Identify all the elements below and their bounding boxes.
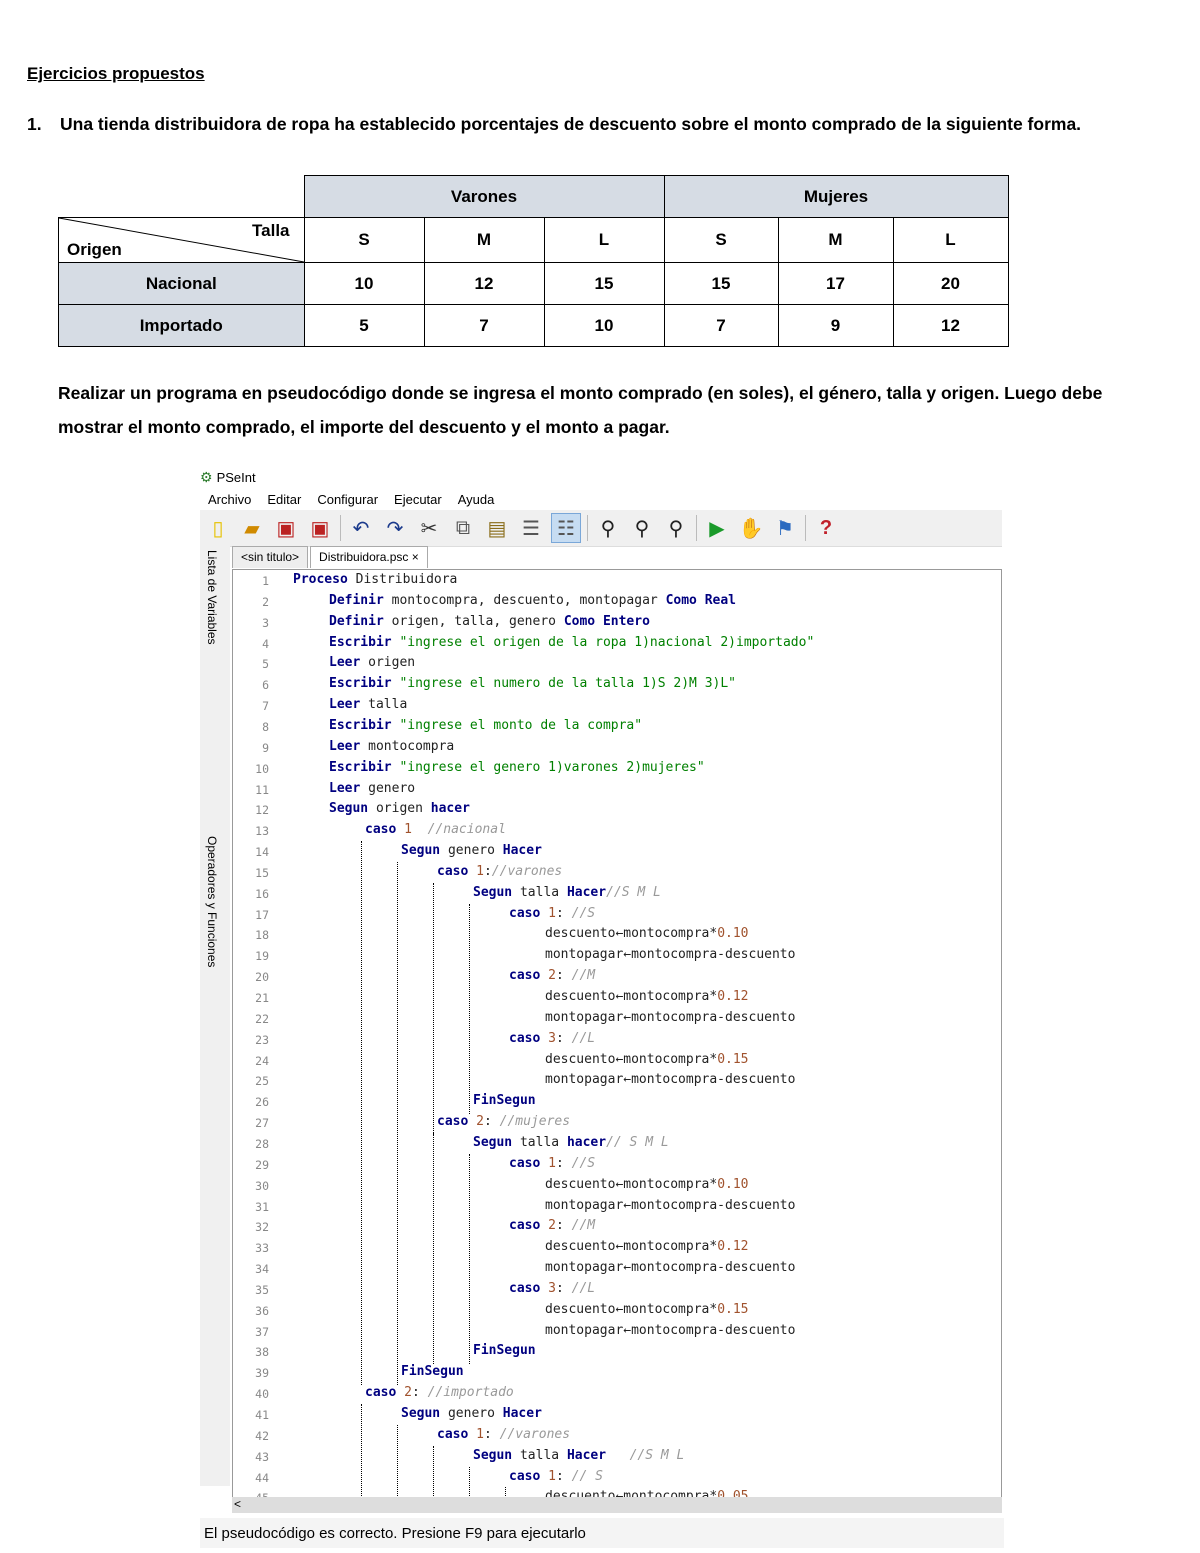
new-file-icon[interactable]: ▯ — [212, 517, 224, 540]
pseint-logo-icon: ⚙ — [200, 468, 213, 485]
code-token: Hacer — [566, 1447, 607, 1463]
code-token — [412, 822, 428, 837]
code-line — [545, 1052, 749, 1067]
indent-guide — [469, 904, 470, 1115]
code-token: origen — [360, 655, 416, 671]
code-token: 0.10 — [717, 926, 749, 942]
line-number: 11 — [255, 782, 269, 797]
code-token: montopagar←montocompra-descuento — [545, 947, 796, 963]
code-token: //S — [571, 1155, 596, 1171]
line-number: 29 — [255, 1157, 269, 1172]
code-token: "ingrese el numero de la talla 1)S 2)M 3)L" — [391, 676, 736, 692]
find-next-icon[interactable]: ⚲ — [634, 517, 650, 540]
code-token: : — [483, 863, 492, 879]
code-line — [437, 1427, 570, 1442]
code-line — [509, 1469, 603, 1484]
code-token: : — [555, 905, 572, 921]
help-icon[interactable]: ? — [819, 516, 833, 539]
code-token: Escribir — [329, 676, 392, 692]
code-token — [606, 1448, 629, 1463]
code-token: caso — [509, 1218, 541, 1234]
line-number: 31 — [255, 1199, 269, 1214]
table-cell: 15 — [544, 263, 664, 305]
code-token: : — [555, 1030, 572, 1046]
line-number: 18 — [255, 928, 269, 943]
run-icon[interactable]: ▶ — [709, 517, 725, 540]
code-token: Definir — [329, 592, 384, 608]
table-cell: 9 — [778, 305, 893, 347]
title-bar — [200, 466, 1002, 488]
line-number: 7 — [262, 699, 269, 714]
code-token: caso — [509, 905, 541, 921]
flowchart-icon[interactable]: ⚑ — [776, 517, 794, 540]
line-number: 8 — [262, 719, 269, 734]
line-number: 12 — [255, 803, 269, 818]
code-token: caso — [437, 863, 469, 879]
table-cell: 20 — [893, 263, 1008, 305]
code-token: Leer — [329, 697, 361, 713]
line-number: 6 — [262, 678, 269, 693]
code-line — [401, 1406, 542, 1421]
code-line — [329, 781, 415, 796]
code-token: 0.15 — [717, 1051, 749, 1067]
code-line — [473, 885, 661, 900]
code-token: //S M L — [629, 1447, 685, 1463]
code-line — [329, 593, 736, 608]
code-token: Proceso — [293, 572, 348, 587]
corner-talla-label: Talla — [252, 221, 290, 240]
code-line — [329, 739, 454, 754]
code-token: Hacer — [502, 1406, 542, 1421]
code-token: 1 — [540, 1468, 556, 1484]
code-line — [509, 1031, 595, 1046]
line-number: 3 — [262, 615, 269, 630]
line-number: 1 — [262, 574, 269, 588]
code-token: : — [411, 1385, 428, 1401]
code-token: // S — [571, 1468, 603, 1484]
size-header: S — [304, 218, 424, 263]
code-token: "ingrese el genero 1)varones 2)mujeres" — [391, 759, 705, 775]
line-number: 2 — [262, 594, 269, 609]
code-token: hacer — [430, 801, 470, 817]
line-number: 13 — [255, 824, 269, 839]
row-label-nacional: Nacional — [59, 263, 305, 305]
code-token: //S M L — [606, 884, 661, 900]
group-header-varones: Varones — [304, 176, 664, 218]
code-token: Como Entero — [563, 613, 650, 629]
line-number: 5 — [262, 657, 269, 672]
code-token: //L — [571, 1280, 596, 1296]
line-number: 26 — [255, 1095, 269, 1110]
table-cell: 7 — [664, 305, 778, 347]
code-token: //nacional — [427, 822, 506, 838]
code-token: 1 — [468, 1426, 484, 1442]
line-number: 24 — [255, 1053, 269, 1068]
code-token: Distribuidora — [347, 572, 458, 587]
comment-icon[interactable]: ☷ — [551, 513, 581, 543]
code-token: Hacer — [566, 884, 607, 900]
code-line — [401, 843, 542, 858]
tab-sin-titulo[interactable]: <sin titulo> — [232, 546, 308, 568]
code-token: montopagar←montocompra-descuento — [545, 1072, 796, 1088]
code-token: descuento←montocompra* — [545, 1176, 718, 1192]
code-token: Escribir — [329, 634, 392, 650]
code-token: //varones — [499, 1426, 571, 1442]
code-line — [401, 1364, 464, 1379]
code-token: FinSegun — [473, 1343, 536, 1359]
indent-icon[interactable]: ☰ — [522, 517, 540, 540]
code-line — [437, 864, 562, 879]
pseint-window — [200, 466, 1002, 1551]
corner-origen-label: Origen — [67, 240, 122, 259]
window-title: PSeInt — [216, 469, 256, 485]
code-token: caso — [437, 1426, 469, 1442]
line-number: 9 — [262, 740, 269, 755]
code-line — [329, 760, 705, 775]
size-header: M — [424, 218, 544, 263]
code-token: Segun — [473, 1134, 513, 1150]
code-token: 3 — [540, 1280, 556, 1296]
code-token: //L — [571, 1030, 596, 1046]
code-token: 0.12 — [717, 1239, 749, 1255]
code-line — [545, 1198, 795, 1213]
code-line — [545, 1302, 749, 1317]
code-token: montopagar←montocompra-descuento — [545, 1009, 796, 1025]
open-file-icon[interactable]: ▰ — [244, 517, 260, 540]
code-line — [545, 1010, 795, 1025]
code-token: 1 — [396, 822, 412, 838]
code-editor[interactable] — [232, 569, 1002, 1498]
code-token: Segun — [401, 843, 441, 859]
code-token: 1 — [540, 905, 556, 921]
code-token: Leer — [329, 780, 361, 796]
horizontal-scrollbar[interactable] — [232, 1497, 1002, 1513]
table-cell: 10 — [304, 263, 424, 305]
code-token: "ingrese el monto de la compra" — [391, 717, 643, 733]
code-token: 3 — [540, 1030, 556, 1046]
table-cell: 5 — [304, 305, 424, 347]
code-token: origen, talla, genero — [383, 613, 564, 629]
indent-guide — [397, 862, 398, 1385]
code-token: : — [483, 1114, 500, 1130]
table-cell: 15 — [664, 263, 778, 305]
code-token: caso — [509, 1030, 541, 1046]
code-line — [329, 676, 736, 691]
table-row — [59, 305, 1009, 347]
step-icon[interactable]: ✋ — [738, 517, 764, 540]
code-line — [473, 1093, 536, 1108]
code-line — [437, 1114, 570, 1129]
code-token: //S — [571, 905, 596, 921]
code-token: Escribir — [329, 759, 392, 775]
code-token: descuento←montocompra* — [545, 989, 718, 1004]
table-corner-cell — [59, 218, 305, 263]
code-line — [365, 1385, 514, 1400]
line-number: 40 — [255, 1387, 269, 1402]
line-number: 41 — [255, 1408, 269, 1422]
table-cell: 17 — [778, 263, 893, 305]
menu-ayuda[interactable]: Ayuda — [457, 491, 495, 507]
scroll-left-icon[interactable]: < — [234, 1497, 242, 1511]
line-number: 37 — [255, 1324, 269, 1339]
size-header: S — [664, 218, 778, 263]
code-token: Hacer — [502, 843, 542, 859]
size-header: L — [544, 218, 664, 263]
row-label-importado: Importado — [59, 305, 305, 347]
cut-icon[interactable]: ✂ — [420, 517, 438, 540]
save-icon[interactable]: ▣ — [276, 517, 296, 540]
line-number: 10 — [255, 761, 269, 776]
menu-configurar[interactable]: Configurar — [317, 491, 379, 507]
code-line — [473, 1135, 669, 1150]
code-line — [545, 1260, 795, 1275]
line-number: 25 — [255, 1074, 269, 1089]
code-token: FinSegun — [473, 1093, 536, 1109]
code-token: Leer — [329, 738, 361, 754]
line-number: 23 — [255, 1032, 269, 1047]
code-token: genero — [440, 843, 503, 859]
line-number: 34 — [255, 1262, 269, 1277]
code-token: 2 — [540, 968, 556, 984]
undo-icon[interactable]: ↶ — [352, 517, 370, 540]
code-token: Como Real — [665, 592, 737, 608]
indent-guide — [433, 1133, 434, 1364]
code-token: Segun — [473, 884, 513, 900]
code-token: : — [483, 1426, 500, 1442]
toolbar — [200, 510, 1002, 547]
line-number: 36 — [255, 1303, 269, 1318]
code-token: : — [555, 1218, 572, 1234]
code-token: Segun — [473, 1447, 513, 1463]
menu-ejecutar[interactable]: Ejecutar — [394, 491, 442, 507]
line-number: 35 — [255, 1282, 269, 1297]
code-line — [545, 947, 795, 962]
code-token: : — [555, 968, 572, 984]
indent-guide — [361, 1404, 362, 1510]
discount-table — [58, 175, 1009, 347]
exercise-text: Una tienda distribuidora de ropa ha establecido porcentajes de descuento sobre el monto comprado de la siguiente forma. — [60, 114, 1082, 134]
code-token: 1 — [540, 1155, 556, 1171]
code-line — [293, 572, 457, 587]
line-number: 39 — [255, 1366, 269, 1381]
code-line — [473, 1343, 536, 1358]
line-number: 20 — [255, 970, 269, 985]
code-line — [545, 1177, 749, 1192]
code-line — [545, 1323, 795, 1338]
save-as-icon[interactable]: ▣ — [310, 517, 330, 540]
code-token: //varones — [491, 863, 563, 879]
code-token: //M — [571, 968, 596, 984]
code-token: genero — [440, 1406, 503, 1421]
code-token: descuento←montocompra* — [545, 1051, 718, 1067]
code-token: descuento←montocompra* — [545, 1239, 718, 1255]
code-token: 0.10 — [717, 1176, 749, 1192]
code-token: origen — [368, 801, 431, 817]
code-token: descuento←montocompra* — [545, 926, 718, 942]
status-bar: El pseudocódigo es correcto. Presione F9 para ejecutarlo — [200, 1518, 1004, 1548]
code-token: 1 — [468, 863, 484, 879]
menu-editar[interactable]: Editar — [267, 491, 302, 507]
code-token: Leer — [329, 655, 361, 671]
code-token: // S M L — [606, 1134, 669, 1150]
line-number: 27 — [255, 1116, 269, 1131]
code-token: 2 — [468, 1114, 484, 1130]
code-token: //importado — [427, 1385, 514, 1401]
copy-icon[interactable]: ⧉ — [455, 516, 471, 539]
code-token: : — [555, 1155, 572, 1171]
code-line — [509, 1156, 595, 1171]
close-tab-icon[interactable]: × — [411, 550, 419, 564]
line-number: 32 — [255, 1220, 269, 1235]
code-line — [545, 1072, 795, 1087]
code-token: descuento←montocompra* — [545, 1301, 718, 1317]
exercise-1 — [27, 108, 1167, 140]
code-line — [509, 1218, 595, 1233]
code-token: talla — [512, 1447, 567, 1463]
table-cell: 10 — [544, 305, 664, 347]
line-number: 44 — [255, 1470, 269, 1485]
code-line — [365, 822, 506, 837]
code-token: talla — [512, 884, 567, 900]
code-line — [329, 718, 642, 733]
indent-guide — [433, 883, 434, 1135]
table-cell: 12 — [893, 305, 1008, 347]
code-line — [545, 1239, 749, 1254]
code-token: talla — [512, 1134, 567, 1150]
task-paragraph: Realizar un programa en pseudocódigo donde se ingresa el monto comprado (en soles), el género, talla y origen. Luego debe mostrar el monto comprado, el importe del descuento y el monto a pagar. — [58, 383, 1103, 437]
code-line — [329, 801, 470, 816]
code-token: 0.15 — [717, 1301, 749, 1317]
code-line — [509, 968, 595, 983]
code-line — [329, 635, 814, 650]
side-panel — [200, 546, 230, 1486]
size-header: L — [893, 218, 1008, 263]
menu-archivo[interactable]: Archivo — [208, 491, 252, 507]
code-token: Definir — [329, 613, 384, 629]
redo-icon[interactable]: ↷ — [386, 517, 404, 540]
code-token: caso — [509, 1280, 541, 1296]
paste-icon[interactable]: ▤ — [487, 517, 507, 540]
indent-guide — [469, 1154, 470, 1365]
code-token: caso — [365, 822, 397, 838]
find-icon[interactable]: ⚲ — [600, 517, 616, 540]
line-number: 42 — [255, 1428, 269, 1443]
code-token: talla — [360, 697, 408, 713]
line-number: 28 — [255, 1136, 269, 1151]
line-number: 14 — [255, 845, 269, 860]
line-number: 19 — [255, 949, 269, 964]
line-number: 30 — [255, 1178, 269, 1193]
table-cell: 7 — [424, 305, 544, 347]
line-number: 38 — [255, 1345, 269, 1360]
code-line — [545, 926, 749, 941]
code-token: montocompra — [360, 738, 455, 754]
line-number: 16 — [255, 886, 269, 901]
code-token: : — [555, 1468, 572, 1484]
code-token: hacer — [566, 1134, 607, 1150]
tab-distribuidora[interactable] — [310, 546, 428, 568]
size-header: M — [778, 218, 893, 263]
tab-label: Distribuidora.psc — [319, 550, 409, 564]
line-number: 4 — [262, 636, 269, 651]
code-line — [509, 906, 595, 921]
table-cell: 12 — [424, 263, 544, 305]
code-line — [473, 1448, 684, 1463]
line-number: 17 — [255, 907, 269, 922]
code-token: //mujeres — [499, 1114, 571, 1130]
editor-tabs — [232, 546, 430, 568]
code-token: FinSegun — [401, 1364, 464, 1380]
line-number: 33 — [255, 1241, 269, 1256]
code-token: "ingrese el origen de la ropa 1)nacional 2)importado" — [391, 634, 815, 650]
code-token: caso — [509, 1155, 541, 1171]
code-line — [545, 989, 749, 1004]
table-blank-corner — [59, 176, 305, 218]
code-token: //M — [571, 1218, 596, 1234]
line-number: 43 — [255, 1449, 269, 1464]
code-token: Segun — [401, 1406, 441, 1421]
code-token: caso — [509, 1468, 541, 1484]
code-token: montopagar←montocompra-descuento — [545, 1322, 796, 1338]
code-line — [509, 1281, 595, 1296]
replace-icon[interactable]: ⚲ — [668, 517, 684, 540]
side-tab-operadores[interactable]: Operadores y Funciones — [205, 836, 219, 968]
code-token: : — [555, 1280, 572, 1296]
code-line — [329, 697, 407, 712]
exercise-number: 1. — [27, 114, 42, 134]
code-line — [329, 655, 415, 670]
code-token: genero — [360, 780, 416, 796]
table-row — [59, 263, 1009, 305]
menu-bar — [200, 488, 1002, 510]
code-token: montocompra, descuento, montopagar — [383, 592, 666, 608]
code-token: montopagar←montocompra-descuento — [545, 1260, 796, 1276]
indent-guide — [361, 841, 362, 1385]
code-line — [329, 614, 650, 629]
exercise-heading: Ejercicios propuestos — [27, 64, 205, 83]
line-number: 22 — [255, 1011, 269, 1026]
code-token: Segun — [329, 801, 369, 817]
code-token: caso — [365, 1385, 397, 1401]
group-header-mujeres: Mujeres — [664, 176, 1008, 218]
line-number: 15 — [255, 865, 269, 880]
code-token: caso — [509, 968, 541, 984]
code-token: 2 — [540, 1218, 556, 1234]
code-token: montopagar←montocompra-descuento — [545, 1197, 796, 1213]
line-number: 21 — [255, 991, 269, 1005]
code-token: Escribir — [329, 717, 392, 733]
code-token: 2 — [396, 1385, 412, 1401]
code-token: caso — [437, 1114, 469, 1130]
side-tab-variables[interactable]: Lista de Variables — [205, 550, 219, 645]
code-token: 0.12 — [717, 989, 749, 1004]
